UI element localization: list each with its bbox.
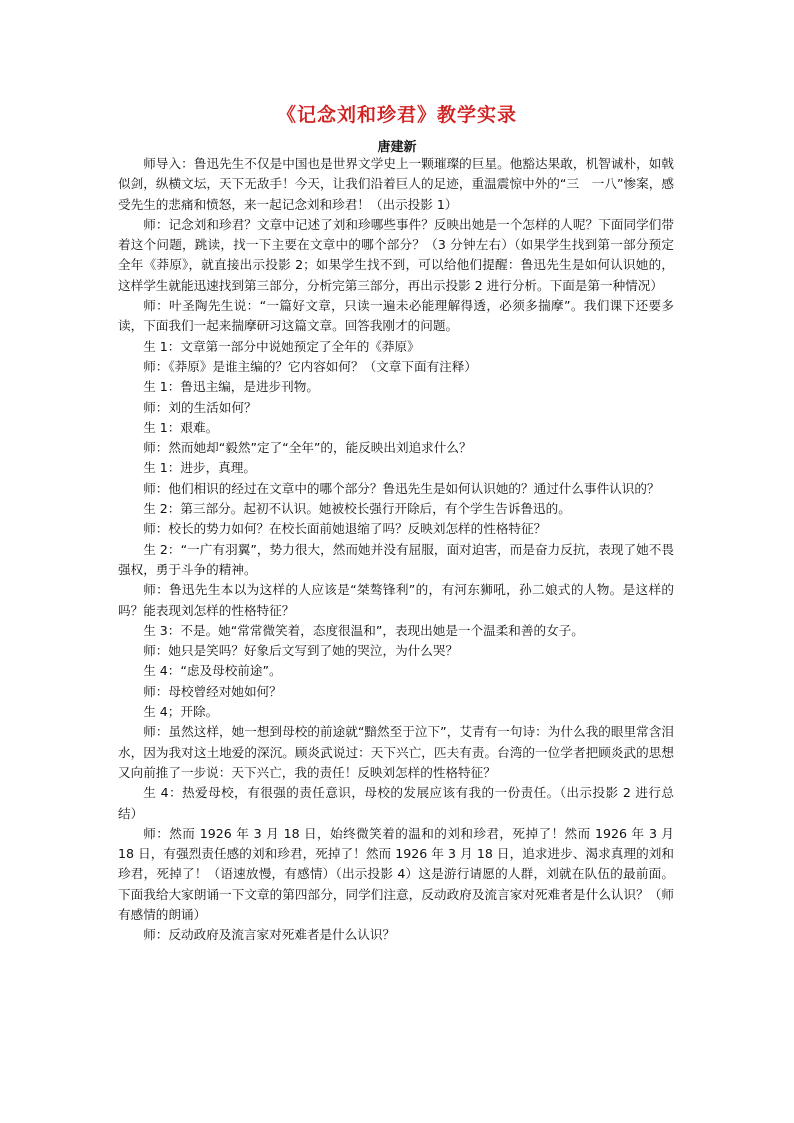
paragraph: 师：她只是笑吗？好象后文写到了她的哭泣，为什么哭？ — [143, 643, 459, 659]
document-body — [118, 154, 674, 946]
paragraph: 师：然而她却“毅然”定了“全年”的，能反映出刘追求什么？ — [143, 440, 472, 456]
paragraph: 师：叶圣陶先生说：“一篇好文章，只读一遍未必能理解得透，必须多揣摩”。我们课下还要多读，下面我们一起来揣摩研习这篇文章。回答我刚才的问题。 — [118, 298, 674, 334]
paragraph: 师：校长的势力如何？在校长面前她退缩了吗？反映刘怎样的性格特征？ — [143, 521, 547, 537]
paragraph: 师导入：鲁迅先生不仅是中国也是世界文学史上一颗璀璨的巨星。他豁达果敢，机智诚朴，如戟似剑，纵横文坛，天下无敌手！今天，让我们沿着巨人的足迹，重温震惊中外的“三 一八”惨案，感受先生的悲痛和愤怒，来一起记念刘和珍君！（出示投影 1） — [118, 156, 674, 212]
paragraph: 师：鲁迅先生本以为这样的人应该是“桀骜锋利”的，有河东狮吼，孙二娘式的人物。是这样的吗？能表现刘怎样的性格特征？ — [118, 582, 674, 618]
paragraph: 生 3：不是。她“常常微笑着，态度很温和”，表现出她是一个温柔和善的女子。 — [143, 622, 584, 638]
paragraph: 师：母校曾经对她如何？ — [143, 683, 282, 699]
paragraph: 生 4：“虑及母校前途”。 — [143, 663, 282, 679]
paragraph: 生 1：鲁迅主编，是进步刊物。 — [143, 379, 319, 395]
paragraph: 生 1：文章第一部分中说她预定了全年的《莽原》 — [143, 338, 420, 354]
paragraph: 师：然而 1926 年 3 月 18 日，始终微笑着的温和的刘和珍君，死掉了！然而 1926 年 3 月 18 日，有强烈责任感的刘和珍君，死掉了！然而 1926 年 3 月 18 日，追求进步、渴求真理的刘和珍君，死掉了！（语速放慢，有感情）（出示投影 4）这是游行请愿的人群，刘就在队伍的最前面。下面我给大家朗诵一下文章的第四部分，同学们注意，反动政府及流言家对死难者是什么认识？（师有感情的朗诵） — [118, 825, 674, 922]
paragraph: 生 2：“一广有羽翼”，势力很大，然而她并没有屈服，面对迫害，而是奋力反抗，表现了她不畏强权，勇于斗争的精神。 — [118, 541, 674, 577]
paragraph: 生 4：热爱母校，有很强的责任意识，母校的发展应该有我的一份责任。（出示投影 2 进行总结） — [118, 785, 674, 821]
paragraph: 师：反动政府及流言家对死难者是什么认识？ — [143, 927, 396, 943]
paragraph: 生 4；开除。 — [143, 704, 219, 720]
paragraph: 师：刘的生活如何？ — [143, 399, 257, 415]
paragraph: 师：虽然这样，她一想到母校的前途就“黯然至于泣下”，艾青有一句诗：为什么我的眼里常含泪水，因为我对这土地爱的深沉。顾炎武说过：天下兴亡，匹夫有责。台湾的一位学者把顾炎武的思想又向前推了一步说：天下兴亡，我的责任！反映刘怎样的性格特征？ — [118, 724, 674, 780]
paragraph: 师：他们相识的经过在文章中的哪个部分？鲁迅先生是如何认识她的？通过什么事件认识的？ — [143, 480, 660, 496]
paragraph: 师：《莽原》是谁主编的？它内容如何？（文章下面有注释） — [143, 358, 477, 374]
author-name: 唐建新 — [377, 140, 417, 155]
paragraph: 师：记念刘和珍君？文章中记述了刘和珍哪些事件？反映出她是一个怎样的人呢？下面同学们带着这个问题，跳读，找一下主要在文章中的哪个部分？（3 分钟左右）（如果学生找到第一部分预定全年《莽原》，就直接出示投影 2；如果学生找不到，可以给他们提醒：鲁迅先生是如何认识她的，这样学生就能迅速找到第三部分，分析完第三部分，再出示投影 2 进行分析。下面是第一种情况） — [118, 216, 674, 293]
paragraph: 生 1：艰难。 — [143, 419, 219, 435]
paragraph: 生 2：第三部分。起初不认识。她被校长强行开除后，有个学生告诉鲁迅的。 — [143, 501, 571, 517]
document-title: 《记念刘和珍君》教学实录 — [276, 104, 517, 126]
paragraph: 生 1：进步，真理。 — [143, 460, 256, 476]
